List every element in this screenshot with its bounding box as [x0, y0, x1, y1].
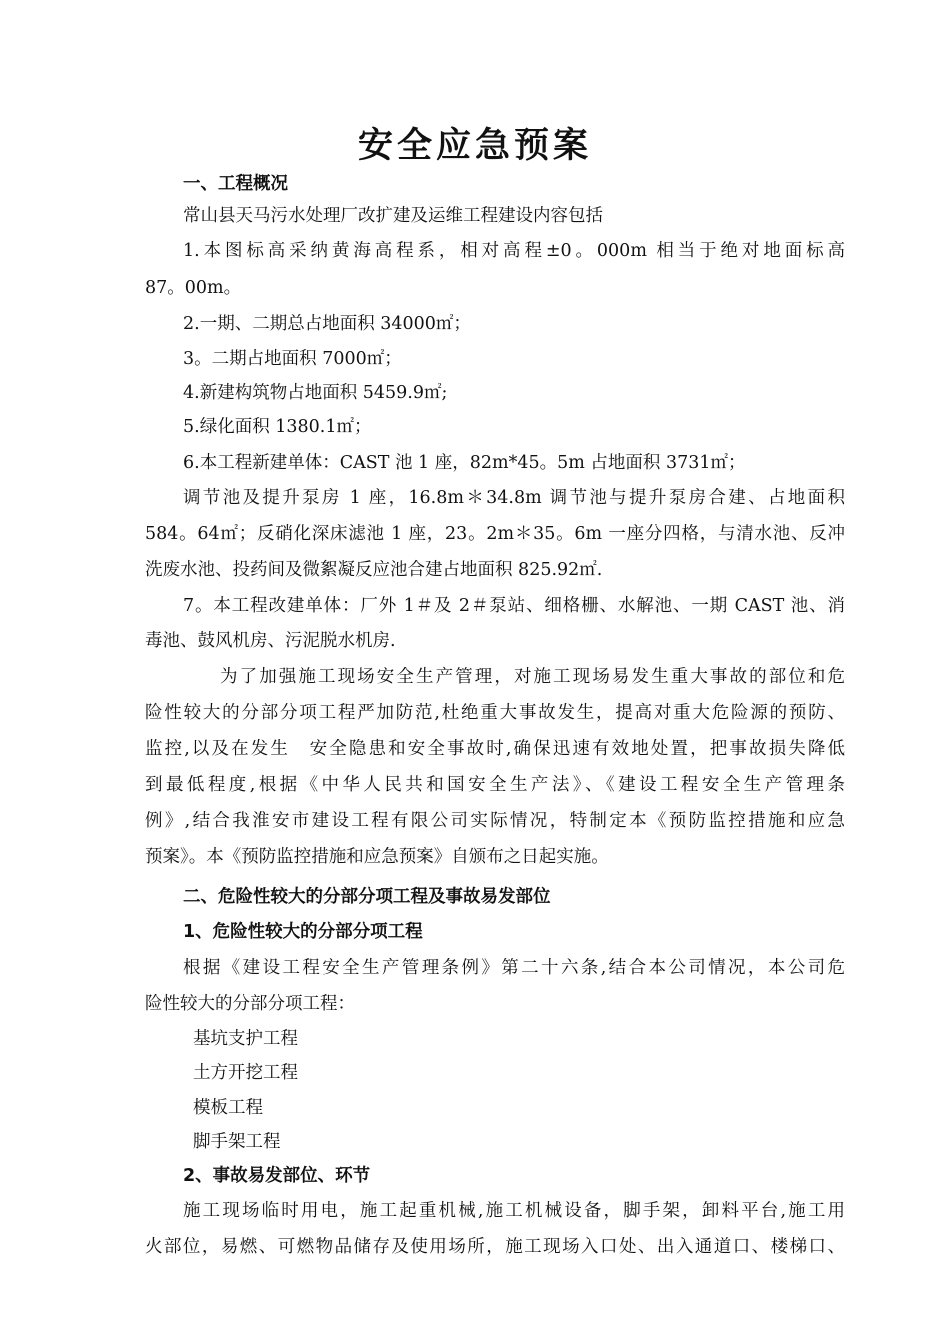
subsection-2-2-line-2: 火部位，易燃、可燃物品储存及使用场所，施工现场入口处、出入通道口、楼梯口、 — [145, 1237, 845, 1257]
paragraph-line-2: 险性较大的分部分项工程严加防范,杜绝重大事故发生，提高对重大危险源的预防、 — [145, 703, 845, 723]
item-3: 3。二期占地面积 7000㎡； — [183, 349, 402, 369]
paragraph-line-4: 到最低程度,根据《中华人民共和国安全生产法》、《建设工程安全生产管理条 — [145, 775, 845, 795]
item-5: 5.绿化面积 1380.1㎡； — [183, 417, 372, 437]
item-6b-line-1: 调节池及提升泵房 1 座，16.8m＊34.8m 调节池与提升泵房合建、占地面积 — [183, 488, 845, 508]
paragraph-line-6: 预案》。本《预防监控措施和应急预案》自颁布之日起实施。 — [145, 847, 609, 867]
section-heading-2: 二、危险性较大的分部分项工程及事故易发部位 — [183, 887, 551, 907]
item-6b-line-3: 洗废水池、投药间及微絮凝反应池合建占地面积 825.92㎡. — [145, 560, 603, 580]
paragraph-line-3: 监控,以及在发生 安全隐患和安全事故时,确保迅速有效地处置，把事故损失降低 — [145, 739, 845, 759]
section-1-intro: 常山县天马污水处理厂改扩建及运维工程建设内容包括 — [183, 206, 603, 226]
item-4: 4.新建构筑物占地面积 5459.9㎡; — [183, 383, 448, 403]
list-item: 脚手架工程 — [193, 1132, 281, 1152]
item-6b-line-2: 584。64㎡；反硝化深床滤池 1 座，23。2m＊35。6m 一座分四格，与清水池、反冲 — [145, 524, 845, 544]
list-item: 土方开挖工程 — [193, 1063, 298, 1083]
paragraph-line-1: 为了加强施工现场安全生产管理，对施工现场易发生重大事故的部位和危 — [220, 667, 845, 687]
subsection-2-1-line-1: 根据《建设工程安全生产管理条例》第二十六条,结合本公司情况，本公司危 — [183, 958, 845, 978]
subsection-heading-2-2: 2、事故易发部位、环节 — [183, 1166, 371, 1186]
subsection-2-2-line-1: 施工现场临时用电，施工起重机械,施工机械设备，脚手架，卸料平台,施工用 — [183, 1201, 845, 1221]
item-1-line-2: 87。00m。 — [145, 278, 242, 298]
list-item: 模板工程 — [193, 1098, 263, 1118]
section-heading-1: 一、工程概况 — [183, 174, 288, 194]
document-title: 安全应急预案 — [357, 125, 592, 166]
subsection-heading-2-1: 1、危险性较大的分部分项工程 — [183, 922, 423, 942]
item-2: 2.一期、二期总占地面积 34000㎡； — [183, 314, 471, 334]
subsection-2-1-line-2: 险性较大的分部分项工程： — [145, 994, 355, 1014]
item-7-line-1: 7。本工程改建单体：厂外 1＃及 2＃泵站、细格栅、水解池、一期 CAST 池、消 — [183, 596, 845, 616]
list-item: 基坑支护工程 — [193, 1029, 298, 1049]
item-6: 6.本工程新建单体：CAST 池 1 座，82m*45。5m 占地面积 3731㎡； — [183, 453, 746, 473]
paragraph-line-5: 例》,结合我淮安市建设工程有限公司实际情况，特制定本《预防监控措施和应急 — [145, 811, 845, 831]
item-7-line-2: 毒池、鼓风机房、污泥脱水机房. — [145, 631, 396, 651]
item-1-line-1: 1.本图标高采纳黄海高程系，相对高程±0。000m 相当于绝对地面标高 — [183, 241, 845, 261]
